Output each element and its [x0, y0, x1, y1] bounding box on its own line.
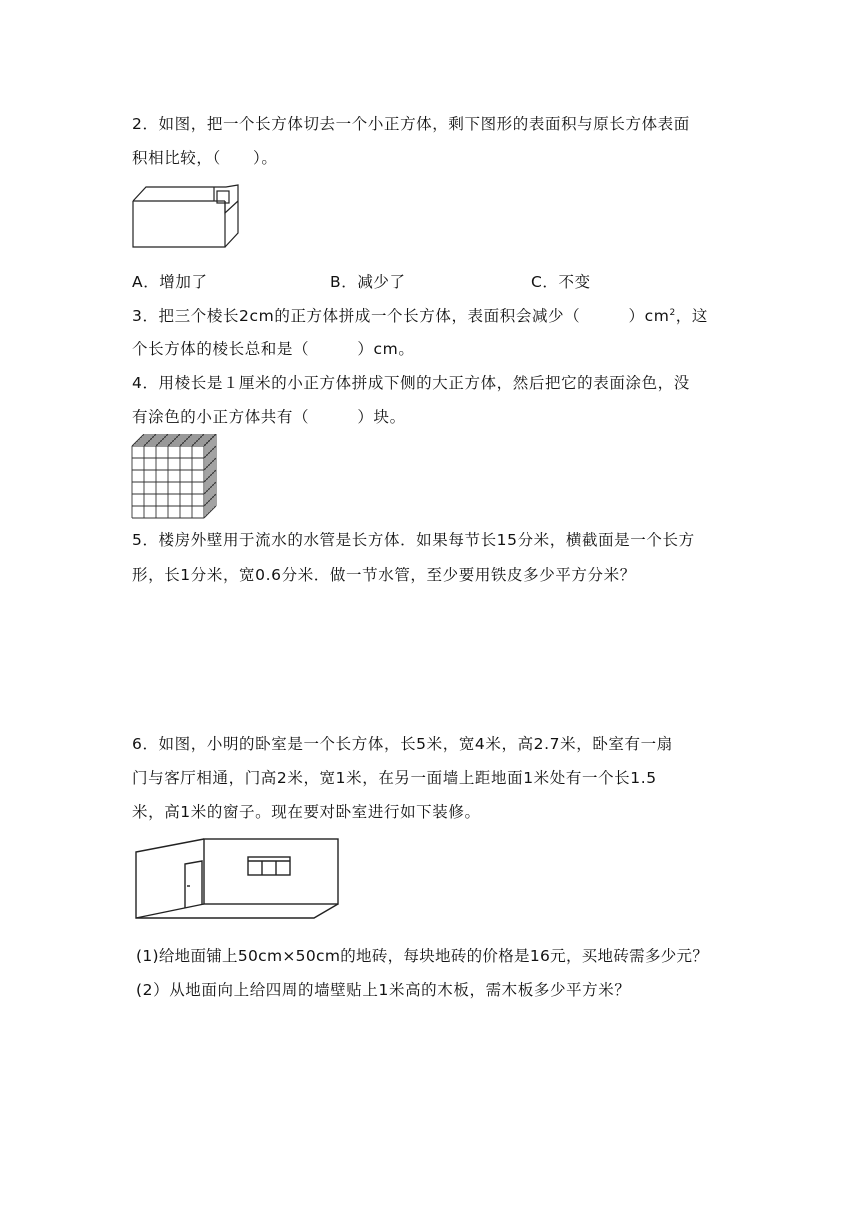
grid-cube-figure [130, 434, 222, 520]
q6-line3: 米，高1米的窗子。现在要对卧室进行如下装修。 [132, 803, 481, 821]
q6-line1: 6．如图，小明的卧室是一个长方体，长5米，宽4米，高2.7米，卧室有一扇 [132, 735, 673, 753]
q3-unit-superscript: 2 [669, 307, 676, 318]
q6-sub1: (1)给地面铺上50cm×50cm的地砖，每块地砖的价格是16元，买地砖需多少元？ [136, 947, 709, 965]
q6-line2: 门与客厅相通，门高2米，宽1米，在另一面墙上距地面1米处有一个长1.5 [132, 769, 657, 787]
q4-line2: 有涂色的小正方体共有（ ）块。 [132, 408, 406, 426]
q5-line1: 5．楼房外壁用于流水的水管是长方体．如果每节长15分米，横截面是一个长方 [132, 531, 695, 549]
q2-option-b: B．减少了 [330, 273, 406, 291]
q2-line1: 2．如图，把一个长方体切去一个小正方体，剩下图形的表面积与原长方体表面 [132, 115, 690, 133]
q3-line1-text: 3．把三个棱长2cm的正方体拼成一个长方体，表面积会减少（ ）cm [132, 307, 670, 325]
q3-line2: 个长方体的棱长总和是（ ）cm。 [132, 340, 415, 358]
q6-sub2: (2）从地面向上给四周的墙壁贴上1米高的木板，需木板多少平方米？ [136, 981, 631, 999]
cuboid-cut-figure [130, 183, 242, 249]
q2-line2: 积相比较，（ ）。 [132, 149, 278, 167]
q2-option-a: A．增加了 [132, 273, 208, 291]
q2-option-c: C．不变 [531, 273, 591, 291]
q4-line1: 4．用棱长是１厘米的小正方体拼成下侧的大正方体，然后把它的表面涂色，没 [132, 374, 690, 392]
bedroom-figure [132, 836, 342, 922]
q5-line2: 形，长1分米，宽0.6分米．做一节水管，至少要用铁皮多少平方分米？ [132, 566, 636, 584]
q3-line1-tail: ，这 [675, 307, 708, 325]
q3-line1 [132, 304, 708, 326]
